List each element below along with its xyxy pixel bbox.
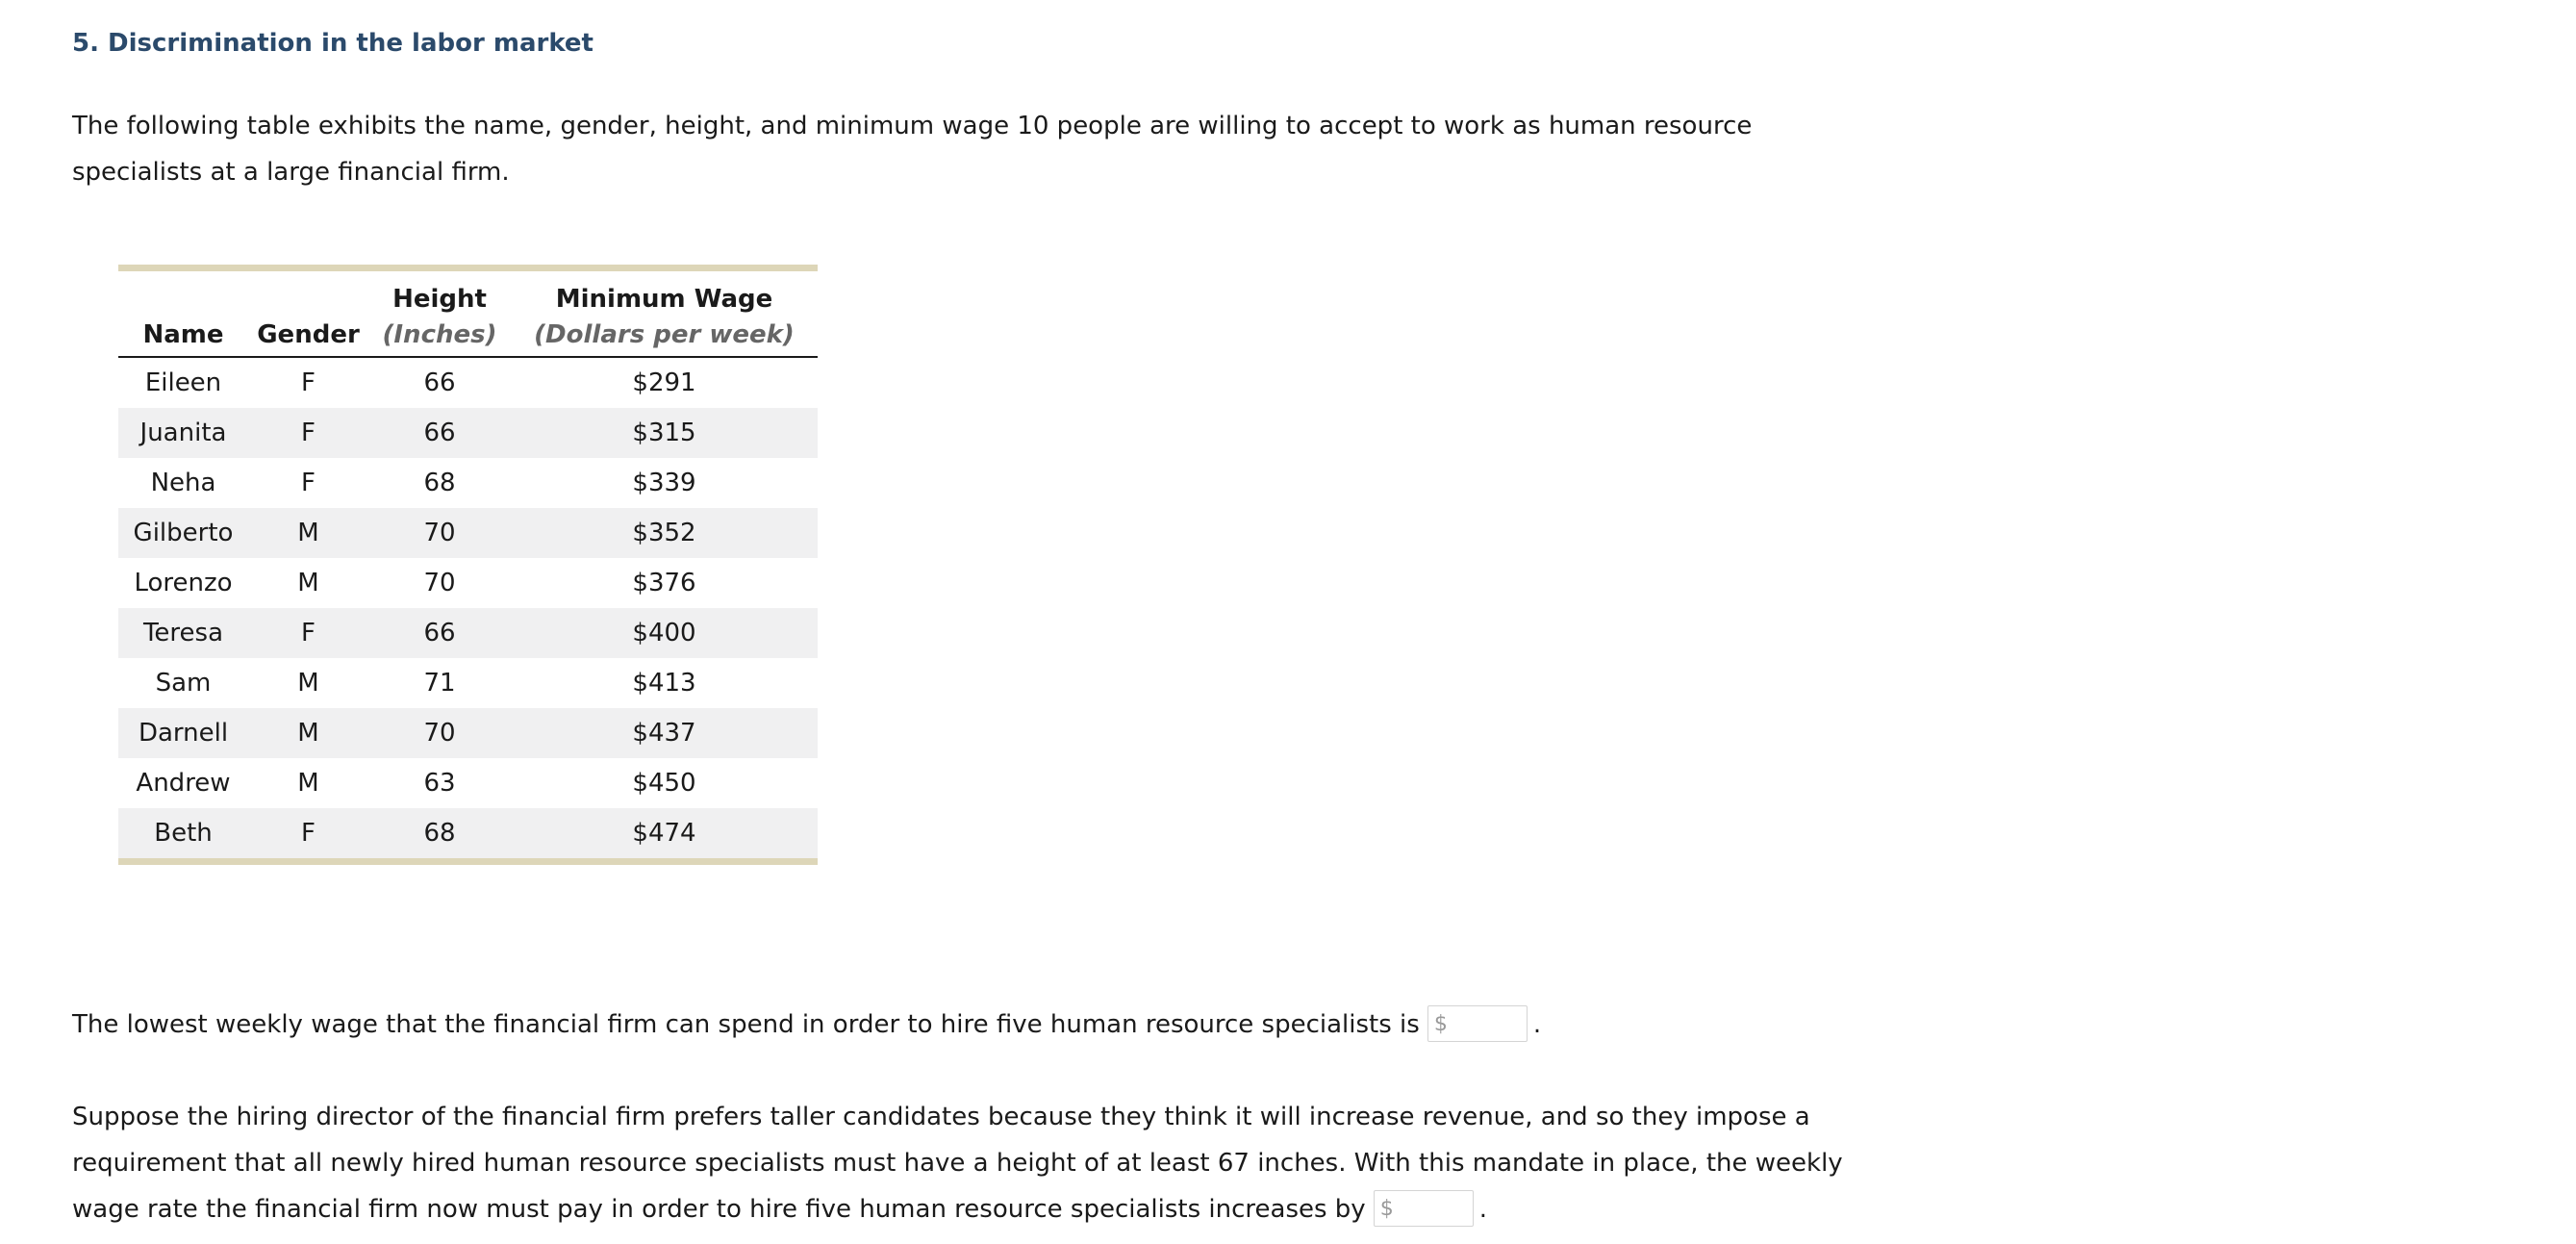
cell-height: 70 [368, 708, 511, 758]
cell-height: 70 [368, 508, 511, 558]
cell-wage: $437 [511, 708, 818, 758]
cell-name: Neha [150, 469, 216, 497]
cell-name: Lorenzo [134, 569, 233, 597]
cell-height: 66 [423, 368, 456, 397]
cell-height: 68 [368, 808, 511, 858]
cell-wage: $474 [511, 808, 818, 858]
table-row [118, 808, 818, 858]
cell-name: Darnell [118, 708, 248, 758]
table-row [118, 608, 818, 658]
table-row [118, 458, 818, 508]
cell-wage: $400 [511, 608, 818, 658]
cell-height: 70 [423, 569, 456, 597]
cell-name: Beth [118, 808, 248, 858]
question-2 [72, 1094, 1881, 1232]
header-gender: Gender [248, 314, 368, 357]
question-2-text: Suppose the hiring director of the financial firm prefers taller candidates because they think it will increase revenue, and so they impose a requirement that all newly hired human resource specialists must have a height of at least 67 inches. With this mandate in place, the weekly wage rate the financial firm now must pay in order to hire five human resource specialists increases by [72, 1103, 1843, 1224]
table-bottom-rule [118, 858, 818, 865]
cell-gender: M [297, 569, 319, 597]
cell-height: 66 [368, 408, 511, 458]
question-1-text: The lowest weekly wage that the financial firm can spend in order to hire five human resource specialists is [72, 1010, 1420, 1039]
cell-name: Juanita [118, 408, 248, 458]
question-1 [72, 1002, 1881, 1048]
cell-wage: $376 [632, 569, 696, 597]
table-body [118, 357, 818, 858]
table-header-row-1 [118, 271, 818, 314]
question-2-period: . [1478, 1195, 1487, 1224]
table-row [118, 708, 818, 758]
cell-wage: $413 [632, 669, 696, 698]
cell-gender: F [248, 408, 368, 458]
table-row [118, 508, 818, 558]
table-row [118, 408, 818, 458]
table-row [118, 658, 818, 708]
cell-height: 68 [423, 469, 456, 497]
data-table [118, 271, 818, 858]
cell-gender: M [297, 669, 319, 698]
cell-height: 71 [423, 669, 456, 698]
header-height-unit: (Inches) [368, 314, 511, 357]
table-header-row-2 [118, 314, 818, 357]
cell-gender: F [301, 368, 316, 397]
cell-gender: F [248, 608, 368, 658]
cell-wage: $352 [511, 508, 818, 558]
header-height: Height [392, 285, 487, 314]
cell-wage: $291 [632, 368, 696, 397]
cell-name: Teresa [118, 608, 248, 658]
answer-input-1[interactable]: $ [1427, 1005, 1528, 1042]
cell-name: Sam [155, 669, 212, 698]
cell-gender: M [248, 508, 368, 558]
cell-gender: F [301, 469, 316, 497]
cell-height: 66 [368, 608, 511, 658]
cell-height: 63 [423, 769, 456, 798]
cell-gender: F [248, 808, 368, 858]
cell-wage: $339 [632, 469, 696, 497]
table-row [118, 558, 818, 608]
cell-gender: M [248, 708, 368, 758]
table-row [118, 758, 818, 808]
problem-title: 5. Discrimination in the labor market [72, 29, 593, 58]
cell-name: Gilberto [118, 508, 248, 558]
header-wage: Minimum Wage [555, 285, 773, 314]
answer-input-2[interactable]: $ [1374, 1190, 1474, 1227]
cell-name: Andrew [136, 769, 231, 798]
cell-name: Eileen [144, 368, 222, 397]
question-1-period: . [1532, 1010, 1542, 1039]
header-name: Name [118, 314, 248, 357]
table-top-rule [118, 265, 818, 271]
candidates-table [118, 265, 818, 865]
cell-wage: $450 [632, 769, 696, 798]
cell-wage: $315 [511, 408, 818, 458]
header-wage-unit: (Dollars per week) [511, 314, 818, 357]
cell-gender: M [297, 769, 319, 798]
intro-paragraph: The following table exhibits the name, gender, height, and minimum wage 10 people are willing to accept to work as human resource specialists at a large financial firm. [72, 112, 1753, 187]
table-row [118, 357, 818, 408]
